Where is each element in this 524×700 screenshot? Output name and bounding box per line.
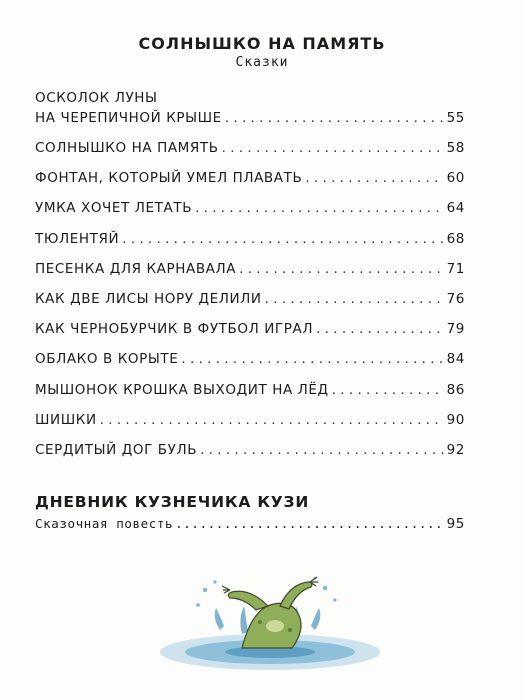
toc-entry-title: МЫШОНОК КРОШКА ВЫХОДИТ НА ЛЁД (35, 381, 329, 398)
toc-entry[interactable] (35, 88, 465, 138)
toc-entry[interactable] (35, 259, 465, 289)
toc-entry[interactable] (35, 168, 465, 198)
toc-entry-title: ШИШКИ (35, 411, 97, 428)
toc-page-number: 84 (446, 351, 465, 368)
frog-diving-into-puddle-icon (150, 560, 390, 680)
toc-entry-title: ФОНТАН, КОТОРЫЙ УМЕЛ ПЛАВАТЬ (35, 170, 303, 187)
toc-entry-title: ТЮЛЕНТЯЙ (35, 230, 120, 247)
toc-entry-title: НА ЧЕРЕПИЧНОЙ КРЫШЕ (35, 110, 222, 126)
toc-entry-title-line1: ОСКОЛОК ЛУНЫ (35, 90, 158, 106)
dot-leader (175, 514, 444, 534)
toc-entry-title: СЕРДИТЫЙ ДОГ БУЛЬ (35, 441, 198, 458)
toc-entry[interactable] (35, 349, 465, 379)
dot-leader (195, 198, 444, 218)
dot-leader (222, 138, 444, 158)
toc-page-number: 79 (446, 321, 465, 338)
dot-leader (100, 410, 444, 430)
toc-page-number: 92 (446, 441, 465, 458)
toc-page-number: 58 (446, 140, 465, 156)
toc-entry-title: КАК ЧЕРНОБУРЧИК В ФУТБОЛ ИГРАЛ (35, 321, 314, 338)
toc-entry[interactable] (35, 289, 465, 319)
toc-entry[interactable] (35, 198, 465, 228)
toc-entry[interactable] (35, 319, 465, 349)
toc-page-number: 68 (446, 230, 465, 247)
toc-entry-title: СОЛНЫШКО НА ПАМЯТЬ (35, 140, 219, 156)
toc-entry-title: ПЕСЕНКА ДЛЯ КАРНАВАЛА (35, 260, 237, 277)
dot-leader (316, 319, 444, 339)
toc-page-number: 71 (446, 260, 465, 277)
dot-leader (265, 289, 444, 309)
dot-leader (305, 168, 443, 188)
dot-leader (332, 380, 444, 400)
dot-leader (225, 108, 444, 128)
toc-page-number: 64 (446, 200, 465, 217)
toc-entry-story[interactable] (35, 514, 465, 534)
dot-leader (239, 259, 444, 279)
toc-page-number: 90 (446, 411, 465, 428)
toc-entry-title: УМКА ХОЧЕТ ЛЕТАТЬ (35, 200, 193, 217)
dot-leader (122, 229, 443, 249)
toc-page-number: 60 (446, 170, 465, 187)
toc-page-number: 95 (446, 516, 465, 532)
toc-entry[interactable] (35, 138, 465, 168)
toc-page-number: 55 (446, 110, 465, 126)
toc-entry[interactable] (35, 410, 465, 440)
section-subtitle: Сказки (235, 55, 289, 70)
toc-entry-title: КАК ДВЕ ЛИСЫ НОРУ ДЕЛИЛИ (35, 290, 262, 307)
section-title-2: ДНЕВНИК КУЗНЕЧИКА КУЗИ (35, 493, 310, 511)
toc-page-number: 86 (446, 381, 465, 398)
toc-page-number: 76 (446, 290, 465, 307)
dot-leader (200, 440, 444, 460)
section-title: СОЛНЫШКО НА ПАМЯТЬ (138, 34, 386, 53)
toc-entry-title: Сказочная повесть (35, 516, 174, 531)
toc-entry[interactable] (35, 380, 465, 410)
toc-entry[interactable] (35, 440, 465, 470)
toc-entry-title: ОБЛАКО В КОРЫТЕ (35, 351, 179, 368)
table-of-contents (35, 88, 465, 470)
toc-entry[interactable] (35, 229, 465, 259)
dot-leader (181, 349, 443, 369)
